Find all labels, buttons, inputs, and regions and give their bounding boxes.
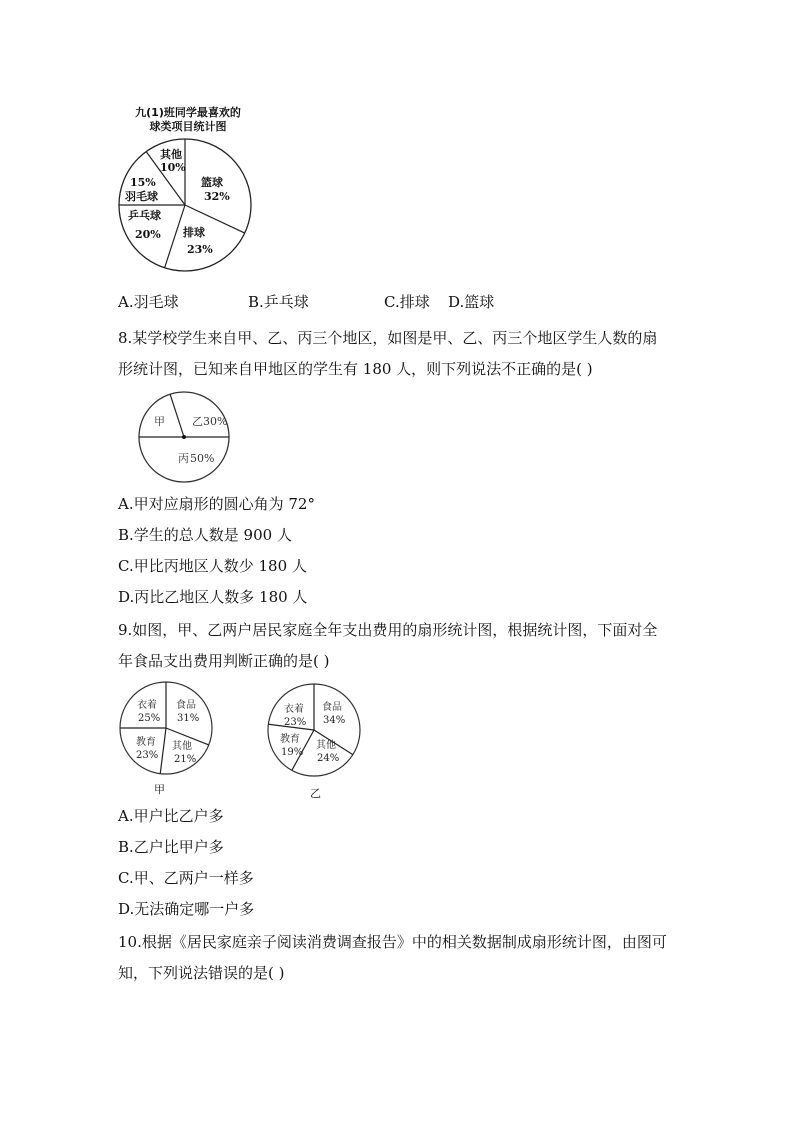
q7-label-volleyball-name: 排球 xyxy=(183,226,205,239)
q7-label-other-name: 其他 xyxy=(160,148,182,161)
q9-jia-pct-clothing: 25% xyxy=(138,713,161,724)
q9-jia-label-other: 其他 xyxy=(172,741,192,752)
q8-option-b[interactable]: B.学生的总人数是 900 人 xyxy=(118,526,292,544)
q9-stem-line2: 年食品支出费用判断正确的是( ) xyxy=(118,652,330,670)
q7-slice-boundary-2 xyxy=(165,205,185,268)
q7-label-pingpong-name: 乒乓球 xyxy=(128,209,161,222)
q8-label-bing-pct: 50% xyxy=(190,452,215,465)
q9-yi-pct-food: 34% xyxy=(323,715,346,726)
q9-yi-pct-clothing: 23% xyxy=(284,717,307,728)
q9-jia-pct-other: 21% xyxy=(174,754,197,765)
q7-label-other-pct: 10% xyxy=(160,161,186,174)
q7-chart-title xyxy=(118,106,258,134)
q8-label-bing-name: 丙 xyxy=(178,452,189,465)
q8-option-a[interactable]: A.甲对应扇形的圆心角为 72° xyxy=(118,495,315,513)
q9-option-a[interactable]: A.甲户比乙户多 xyxy=(118,807,224,825)
q8-option-c[interactable]: C.甲比丙地区人数少 180 人 xyxy=(118,557,307,575)
q9-option-d[interactable]: D.无法确定哪一户多 xyxy=(118,900,255,918)
q9-yi-pct-other: 24% xyxy=(317,753,340,764)
q9-jia-slice-boundary-2 xyxy=(160,728,166,774)
q7-chart-title-line1: 九(1)班同学最喜欢的 xyxy=(135,106,241,119)
q7-label-badminton-name: 羽毛球 xyxy=(125,190,158,203)
q8-label-yi-name: 乙 xyxy=(192,415,203,428)
q8-stem-line2: 形统计图，已知来自甲地区的学生有 180 人，则下列说法不正确的是( ) xyxy=(118,360,593,378)
q9-jia-caption: 甲 xyxy=(154,783,165,796)
q10-stem-line1: 10.根据《居民家庭亲子阅读消费调查报告》中的相关数据制成扇形统计图，由图可 xyxy=(118,933,667,951)
q9-stem-line1: 9.如图，甲、乙两户居民家庭全年支出费用的扇形统计图，根据统计图，下面对全 xyxy=(118,621,658,639)
q7-option-b[interactable]: B.乒乓球 xyxy=(248,293,309,311)
q9-yi-label-clothing: 衣着 xyxy=(284,704,304,715)
q8-pie-center xyxy=(182,435,186,439)
q8-pie-chart xyxy=(136,390,234,484)
q9-jia-pct-food: 31% xyxy=(177,713,200,724)
q7-label-badminton-pct: 15% xyxy=(130,176,156,189)
q9-yi-pct-education: 19% xyxy=(281,747,304,758)
q7-option-d[interactable]: D.篮球 xyxy=(448,293,495,311)
q9-yi-label-other: 其他 xyxy=(316,740,336,751)
q8-slice-boundary-0 xyxy=(170,394,184,437)
q9-pie-chart-jia xyxy=(118,680,216,778)
q10-stem-line2: 知，下列说法错误的是( ) xyxy=(118,964,285,982)
q9-jia-pct-education: 23% xyxy=(136,750,159,761)
q9-option-c[interactable]: C.甲、乙两户一样多 xyxy=(118,869,254,887)
q9-jia-label-clothing: 衣着 xyxy=(137,700,157,711)
q8-option-d[interactable]: D.丙比乙地区人数多 180 人 xyxy=(118,588,308,606)
q9-jia-label-education: 教育 xyxy=(136,737,156,748)
q8-label-yi-pct: 30% xyxy=(203,415,228,428)
q9-yi-label-education: 教育 xyxy=(280,734,300,745)
q7-label-basketball-name: 篮球 xyxy=(201,176,223,189)
q7-label-volleyball-pct: 23% xyxy=(187,243,213,256)
q7-chart-title-line2: 球类项目统计图 xyxy=(149,120,227,133)
q9-pie-chart-yi xyxy=(266,682,364,780)
q7-label-basketball-pct: 32% xyxy=(204,190,230,203)
q9-jia-label-food: 食品 xyxy=(176,700,196,711)
q8-label-jia: 甲 xyxy=(154,415,165,428)
q9-yi-caption: 乙 xyxy=(310,787,321,800)
q7-option-a[interactable]: A.羽毛球 xyxy=(118,293,179,311)
q7-label-pingpong-pct: 20% xyxy=(135,228,161,241)
q9-yi-label-food: 食品 xyxy=(322,702,342,713)
q9-option-b[interactable]: B.乙户比甲户多 xyxy=(118,838,224,856)
q7-option-c[interactable]: C.排球 xyxy=(384,293,430,311)
q7-pie-chart xyxy=(115,136,255,274)
q8-stem-line1: 8.某学校学生来自甲、乙、丙三个地区，如图是甲、乙、丙三个地区学生人数的扇 xyxy=(118,329,658,347)
